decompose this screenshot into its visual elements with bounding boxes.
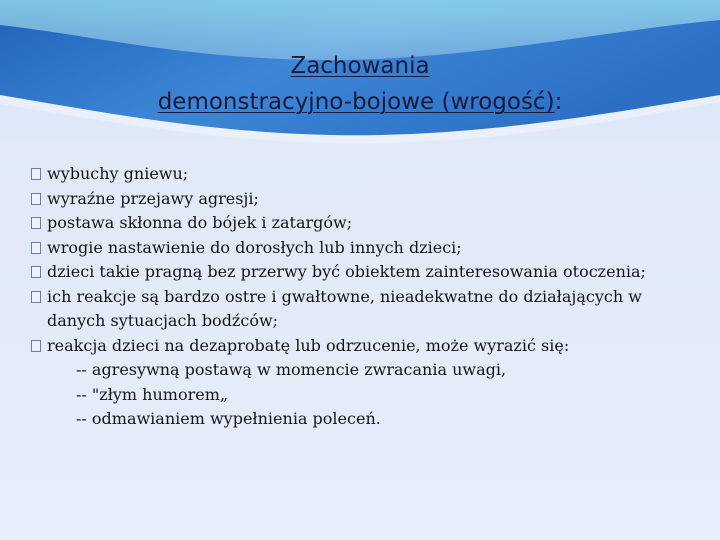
bullet-icon (31, 242, 41, 254)
bullet-icon (31, 266, 41, 278)
bullet-text: wrogie nastawienie do dorosłych lub innych dzieci; (47, 237, 462, 257)
title-colon: : (554, 89, 563, 115)
bullet-icon (31, 217, 41, 229)
bullet-item (30, 162, 670, 187)
bullet-text: reakcja dzieci na dezaprobatę lub odrzucenie, może wyrazić się: (47, 335, 570, 355)
bullet-item (30, 334, 670, 359)
bullet-text: ich reakcje są bardzo ostre i gwałtowne, nieadekwatne do działających w danych sytuacjach bodźców; (47, 286, 642, 330)
sub-item: -- odmawianiem wypełnienia poleceń. (76, 409, 381, 428)
bullet-item (30, 260, 670, 285)
slide-title (0, 48, 720, 120)
bullet-text: wybuchy gniewu; (47, 164, 189, 183)
bullet-icon (31, 193, 41, 205)
bullet-icon (31, 168, 41, 180)
bullet-text: wyraźne przejawy agresji; (47, 188, 259, 208)
bullet-item (30, 211, 670, 236)
sub-item: -- "złym humorem„ (76, 384, 229, 404)
title-line-2: demonstracyjno-bojowe (wrogość) (157, 89, 555, 115)
bullet-item (30, 285, 670, 334)
bullet-item (30, 236, 670, 261)
sub-item: -- agresywną postawą w momencie zwracania uwagi, (76, 360, 507, 379)
bullet-text: postawa skłonna do bójek i zatargów; (47, 213, 353, 232)
bullet-icon (31, 340, 41, 352)
bullet-icon (31, 291, 41, 303)
bullet-text: dzieci takie pragną bez przerwy być obiektem zainteresowania otoczenia; (47, 262, 646, 281)
title-line-1: Zachowania (290, 53, 430, 79)
bullet-item (30, 187, 670, 212)
bullet-list (30, 162, 670, 432)
